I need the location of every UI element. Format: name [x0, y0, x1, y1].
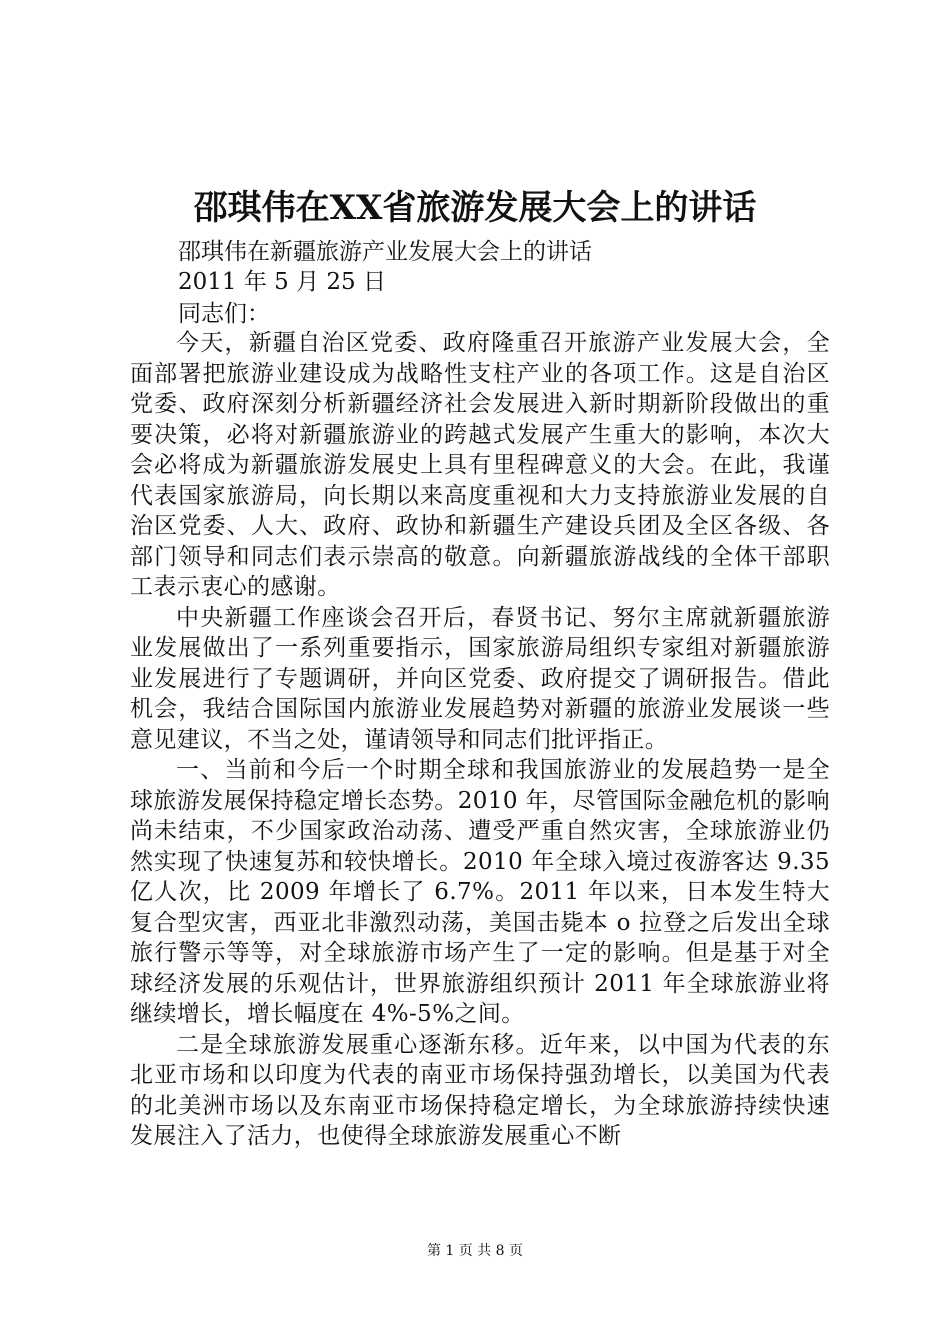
salutation: 同志们： [178, 301, 270, 327]
document-title: 邵琪伟在XX省旅游发展大会上的讲话 [193, 188, 757, 228]
paragraph-trend-one: 一、当前和今后一个时期全球和我国旅游业的发展趋势一是全球旅游发展保持稳定增长态势。2010 年，尽管国际金融危机的影响尚未结束，不少国家政治动荡、遭受严重自然灾害，全球旅游业仍然实现了快速复苏和较快增长。2010 年全球入境过夜游客达 9.35 亿人次，比 2009 年增长了 6.7%。2011 年以来，日本发生特大复合型灾害，西亚北非激烈动荡，美国击毙本 o 拉登之后发出全球旅行警示等等，对全球旅游市场产生了一定的影响。但是基于对全球经济发展的乐观估计，世界旅游组织预计 2011 年全球旅游业将继续增长，增长幅度在 4%-5%之间。 [130, 757, 830, 1027]
document-subtitle: 邵琪伟在新疆旅游产业发展大会上的讲话 [178, 239, 592, 265]
document-body [130, 328, 830, 1152]
document-date: 2011 年 5 月 25 日 [178, 269, 386, 295]
paragraph-trend-two: 二是全球旅游发展重心逐渐东移。近年来，以中国为代表的东北亚市场和以印度为代表的南亚市场保持强劲增长，以美国为代表的北美洲市场以及东南亚市场保持稳定增长，为全球旅游持续快速发展注入了活力，也使得全球旅游发展重心不断 [130, 1031, 830, 1149]
paragraph-background: 中央新疆工作座谈会召开后，春贤书记、努尔主席就新疆旅游业发展做出了一系列重要指示，国家旅游局组织专家组对新疆旅游业发展进行了专题调研，并向区党委、政府提交了调研报告。借此机会，我结合国际国内旅游业发展趋势对新疆的旅游业发展谈一些意见建议，不当之处，谨请领导和同志们批评指正。 [130, 604, 830, 753]
paragraph-opening: 今天，新疆自治区党委、政府隆重召开旅游产业发展大会，全面部署把旅游业建设成为战略性支柱产业的各项工作。这是自治区党委、政府深刻分析新疆经济社会发展进入新时期新阶段做出的重要决策，必将对新疆旅游业的跨越式发展产生重大的影响，本次大会必将成为新疆旅游发展史上具有里程碑意义的大会。在此，我谨代表国家旅游局，向长期以来高度重视和大力支持旅游业发展的自治区党委、人大、政府、政协和新疆生产建设兵团及全区各级、各部门领导和同志们表示崇高的敬意。向新疆旅游战线的全体干部职工表示衷心的感谢。 [130, 330, 830, 600]
page-number-footer: 第 1 页 共 8 页 [426, 1243, 524, 1259]
